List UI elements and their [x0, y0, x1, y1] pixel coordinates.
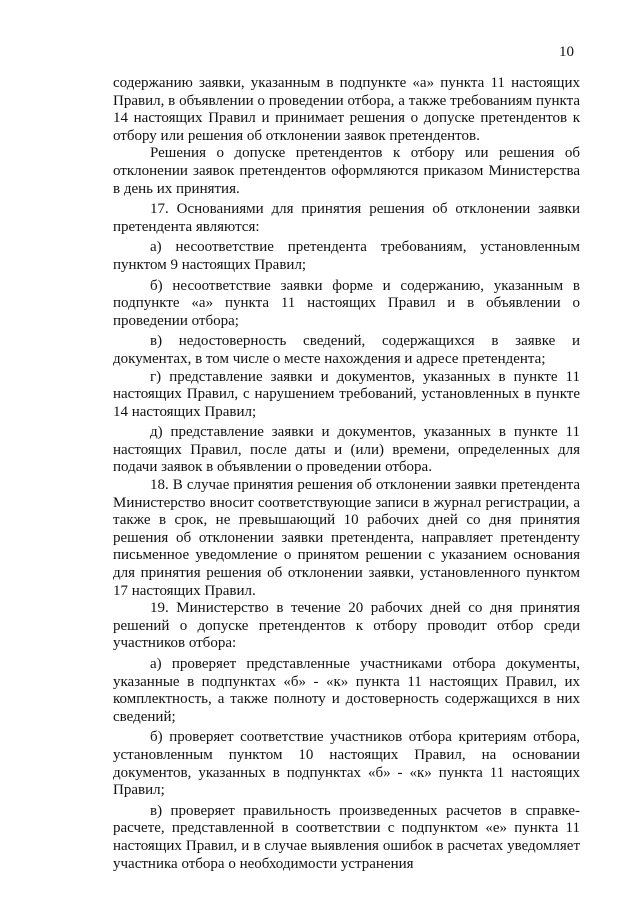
paragraph-17: 17. Основаниями для принятия решения об отклонении заявки претендента являются:: [113, 201, 580, 235]
paragraph-17-v: в) недостоверность сведений, содержащихся в заявке и документах, в том числе о месте нахождения и адресе претендента;: [113, 333, 580, 367]
paragraph-19-v: в) проверяет правильность произведенных расчетов в справке-расчете, представленной в соответствии с подпунктом «е» пункта 11 настоящих Правил, и в случае выявления ошибок в расчетах уведомляет участника отбора о необходимости устранения: [113, 802, 580, 872]
page-body: [113, 75, 580, 873]
paragraph-19-b: б) проверяет соответствие участников отбора критериям отбора, установленным пунктом 10 настоящих Правил, на основании документов, указанных в подпунктах «б» - «к» пункта 11 настоящих Правил;: [113, 729, 580, 799]
paragraph-16-continuation: содержанию заявки, указанным в подпункте «а» пункта 11 настоящих Правил, в объявлении о проведении отбора, а также требованиям пункта 14 настоящих Правил и принимает решения о допуске претендентов к отбору или решения об отклонении заявок претендентов.: [113, 75, 580, 144]
paragraph-19: 19. Министерство в течение 20 рабочих дней со дня принятия решений о допуске претендентов к отбору проводит отбор среди участников отбора:: [113, 600, 580, 652]
paragraph-17-d: д) представление заявки и документов, указанных в пункте 11 настоящих Правил, после даты и (или) времени, определенных для подачи заявок в объявлении о проведении отбора.: [113, 424, 580, 476]
paragraph-17-a: а) несоответствие претендента требованиям, установленным пунктом 9 настоящих Правил;: [113, 239, 580, 273]
page-number: 10: [559, 44, 574, 60]
paragraph-19-a: а) проверяет представленные участниками отбора документы, указанные в подпунктах «б» - «к» пункта 11 настоящих Правил, их комплектность, а также полноту и достоверность содержащихся в них сведений;: [113, 656, 580, 725]
paragraph-18: 18. В случае принятия решения об отклонении заявки претендента Министерство вносит соответствующие записи в журнал регистрации, а также в срок, не превышающий 10 рабочих дней со дня принятия решения об отклонении заявки претендента, направляет претенденту письменное уведомление о принятом решении с указанием основания для принятия решения об отклонении заявки, установленного пунктом 17 настоящих Правил.: [113, 477, 580, 599]
paragraph-17-b: б) несоответствие заявки форме и содержанию, указанным в подпункте «а» пункта 11 настоящих Правил и в объявлении о проведении отбора;: [113, 277, 580, 329]
paragraph-17-g: г) представление заявки и документов, указанных в пункте 11 настоящих Правил, с нарушением требований, установленных в пункте 14 настоящих Правил;: [113, 368, 580, 420]
paragraph-decisions-formalization: Решения о допуске претендентов к отбору или решения об отклонении заявок претендентов оформляются приказом Министерства в день их принятия.: [113, 145, 580, 197]
